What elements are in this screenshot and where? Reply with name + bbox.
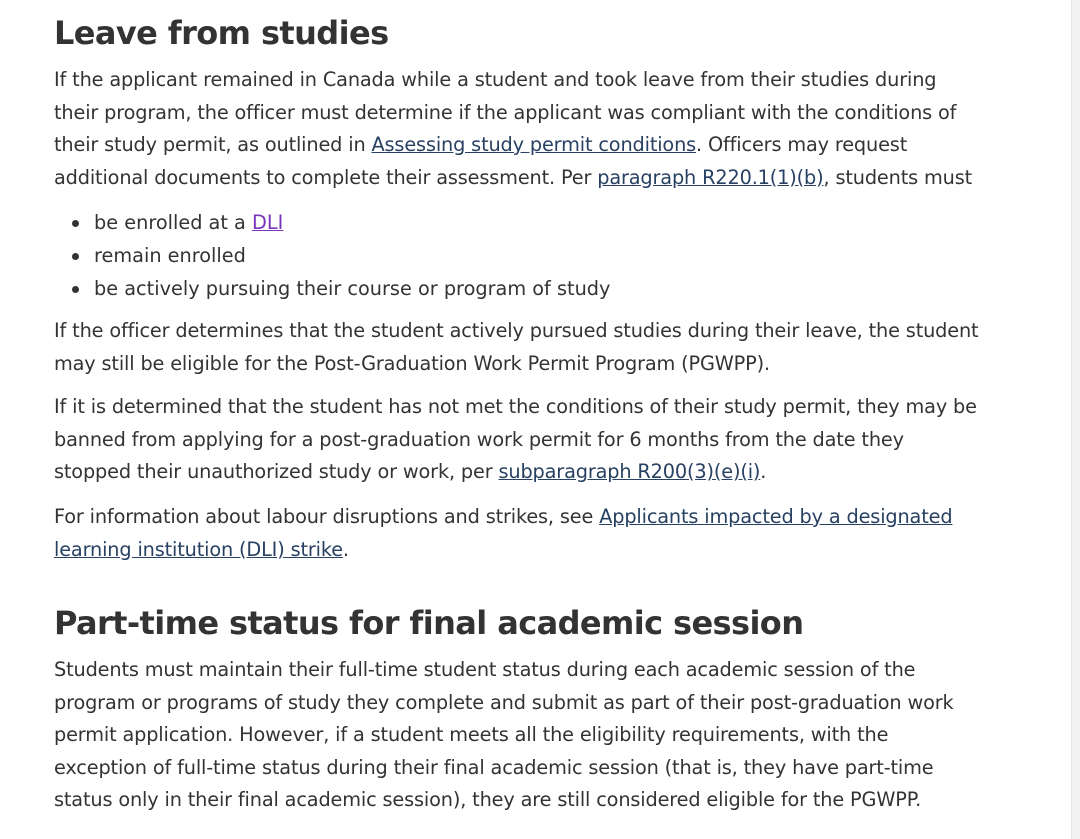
paragraph-pgwpp-eligibility: If the officer determines that the student actively pursued studies during their leave, the student may still be eligible for the Post-Graduation Work Permit Program (PGWPP).: [54, 319, 979, 375]
list-item: [94, 272, 610, 305]
text-segment: . Officers may request additional documents to complete their assessment. Per: [54, 133, 908, 189]
text-segment: For information about labour disruptions and strikes, see: [54, 505, 600, 528]
list-item: [94, 239, 610, 272]
paragraph-ban-conditions: [54, 391, 984, 489]
heading-leave-from-studies: Leave from studies: [54, 14, 389, 52]
list-item-text: remain enrolled: [94, 244, 246, 267]
page-scrollbar[interactable]: [1071, 0, 1080, 839]
bullet-icon: [72, 220, 79, 227]
heading-part-time-status: Part-time status for final academic session: [54, 604, 804, 642]
list-item: [94, 206, 610, 239]
link-dli[interactable]: DLI: [252, 211, 284, 234]
list-item-text: be actively pursuing their course or program of study: [94, 277, 611, 300]
link-applicants-impacted-by-dli-strike[interactable]: Applicants impacted by a designated learning institution (DLI) strike: [54, 505, 953, 561]
text-segment: If it is determined that the student has not met the conditions of their study permit, they may be banned from applying for a post-graduation work permit for 6 months from the date they stopped their unauthorized study or work, per: [54, 395, 977, 483]
bullet-icon: [72, 253, 79, 260]
list-item-text: be enrolled at a: [94, 211, 253, 234]
text-segment: , students must: [823, 165, 972, 189]
paragraph-leave-intro: [54, 64, 984, 194]
bullet-icon: [72, 286, 79, 293]
link-assessing-study-permit-conditions[interactable]: Assessing study permit conditions: [371, 133, 697, 156]
paragraph-labour-disruptions: [54, 501, 984, 566]
student-requirements-list: [54, 206, 610, 305]
text-segment: .: [342, 537, 349, 561]
link-paragraph-r220-1-1-b[interactable]: paragraph R220.1(1)(b): [597, 165, 824, 189]
text-segment: .: [760, 460, 767, 483]
link-subparagraph-r200-3-e-i[interactable]: subparagraph R200(3)(e)(i): [498, 460, 761, 483]
text-segment: If the applicant remained in Canada while a student and took leave from their studies during their program, the officer must determine if the applicant was compliant with the conditions of their study permit, as outlined in: [54, 68, 957, 156]
paragraph-part-time-status: Students must maintain their full-time student status during each academic session of the program or programs of study they complete and submit as part of their post-graduation work permit application. However, if a student meets all the eligibility requirements, with the exception of full-time status during their final academic session (that is, they have part-time status only in their final academic session), they are still considered eligible for the PGWPP.: [54, 658, 954, 811]
